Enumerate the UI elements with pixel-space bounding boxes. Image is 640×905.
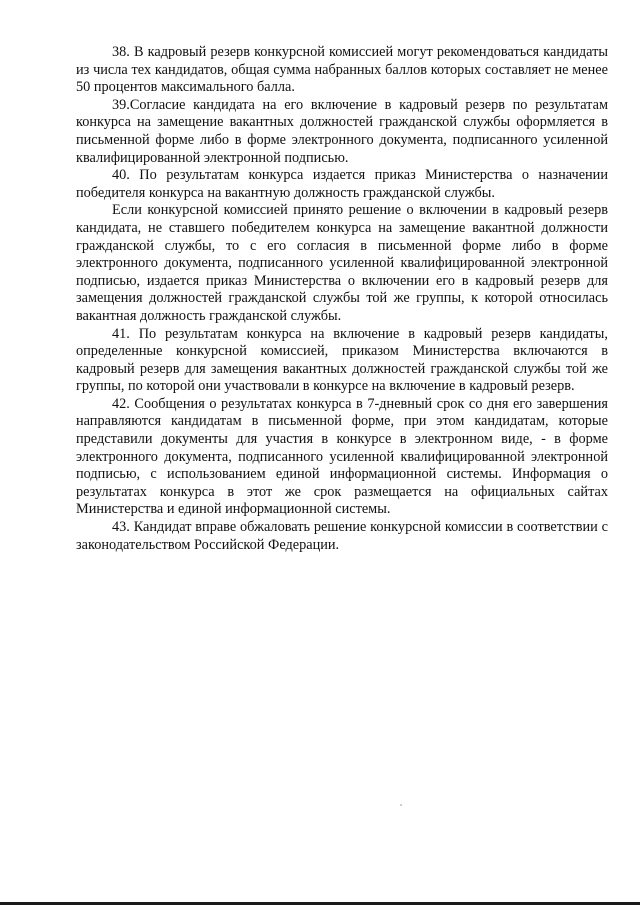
paragraph-38: 38. В кадровый резерв конкурсной комиссией могут рекомендоваться кандидаты из числа тех кандидатов, общая сумма набранных баллов которых составляет не менее 50 процентов максимального балла. bbox=[76, 44, 608, 96]
document-body bbox=[76, 44, 608, 554]
paragraph-40-continued: Если конкурсной комиссией принято решение о включении в кадровый резерв кандидата, не ставшего победителем конкурса на замещение вакантной должности гражданской службы, то с его согласия в письменной форме либо в форме электронного документа, подписанного усиленной квалифицированной электронной подписью, издается приказ Министерства о включении его в кадровый резерв для замещения должностей гражданской службы той же группы, к которой относилась вакантная должность гражданской службы. bbox=[76, 202, 608, 324]
paragraph-43: 43. Кандидат вправе обжаловать решение конкурсной комиссии в соответствии с законодательством Российской Федерации. bbox=[76, 519, 608, 553]
scan-speck bbox=[400, 804, 402, 806]
paragraph-40: 40. По результатам конкурса издается приказ Министерства о назначении победителя конкурса на вакантную должность гражданской службы. bbox=[76, 167, 608, 201]
paragraph-39: 39.Согласие кандидата на его включение в кадровый резерв по результатам конкурса на замещение вакантных должностей гражданской службы оформляется в письменной форме либо в форме электронного документа, подписанного усиленной квалифицированной электронной подписью. bbox=[76, 96, 608, 166]
paragraph-41: 41. По результатам конкурса на включение в кадровый резерв кандидаты, определенные конкурсной комиссией, приказом Министерства включаются в кадровый резерв для замещения вакантных должностей гражданской службы той же группы, по которой они участвовали в конкурсе на включение в кадровый резерв. bbox=[76, 325, 608, 395]
paragraph-42: 42. Сообщения о результатах конкурса в 7-дневный срок со дня его завершения направляются кандидатам в письменной форме, при этом кандидатам, которые представили документы для участия в конкурсе в электронном виде, - в форме электронного документа, подписанного усиленной квалифицированной электронной подписью, с использованием единой информационной системы. Информация о результатах конкурса в этот же срок размещается на официальных сайтах Министерства и единой информационной системы. bbox=[76, 395, 608, 518]
